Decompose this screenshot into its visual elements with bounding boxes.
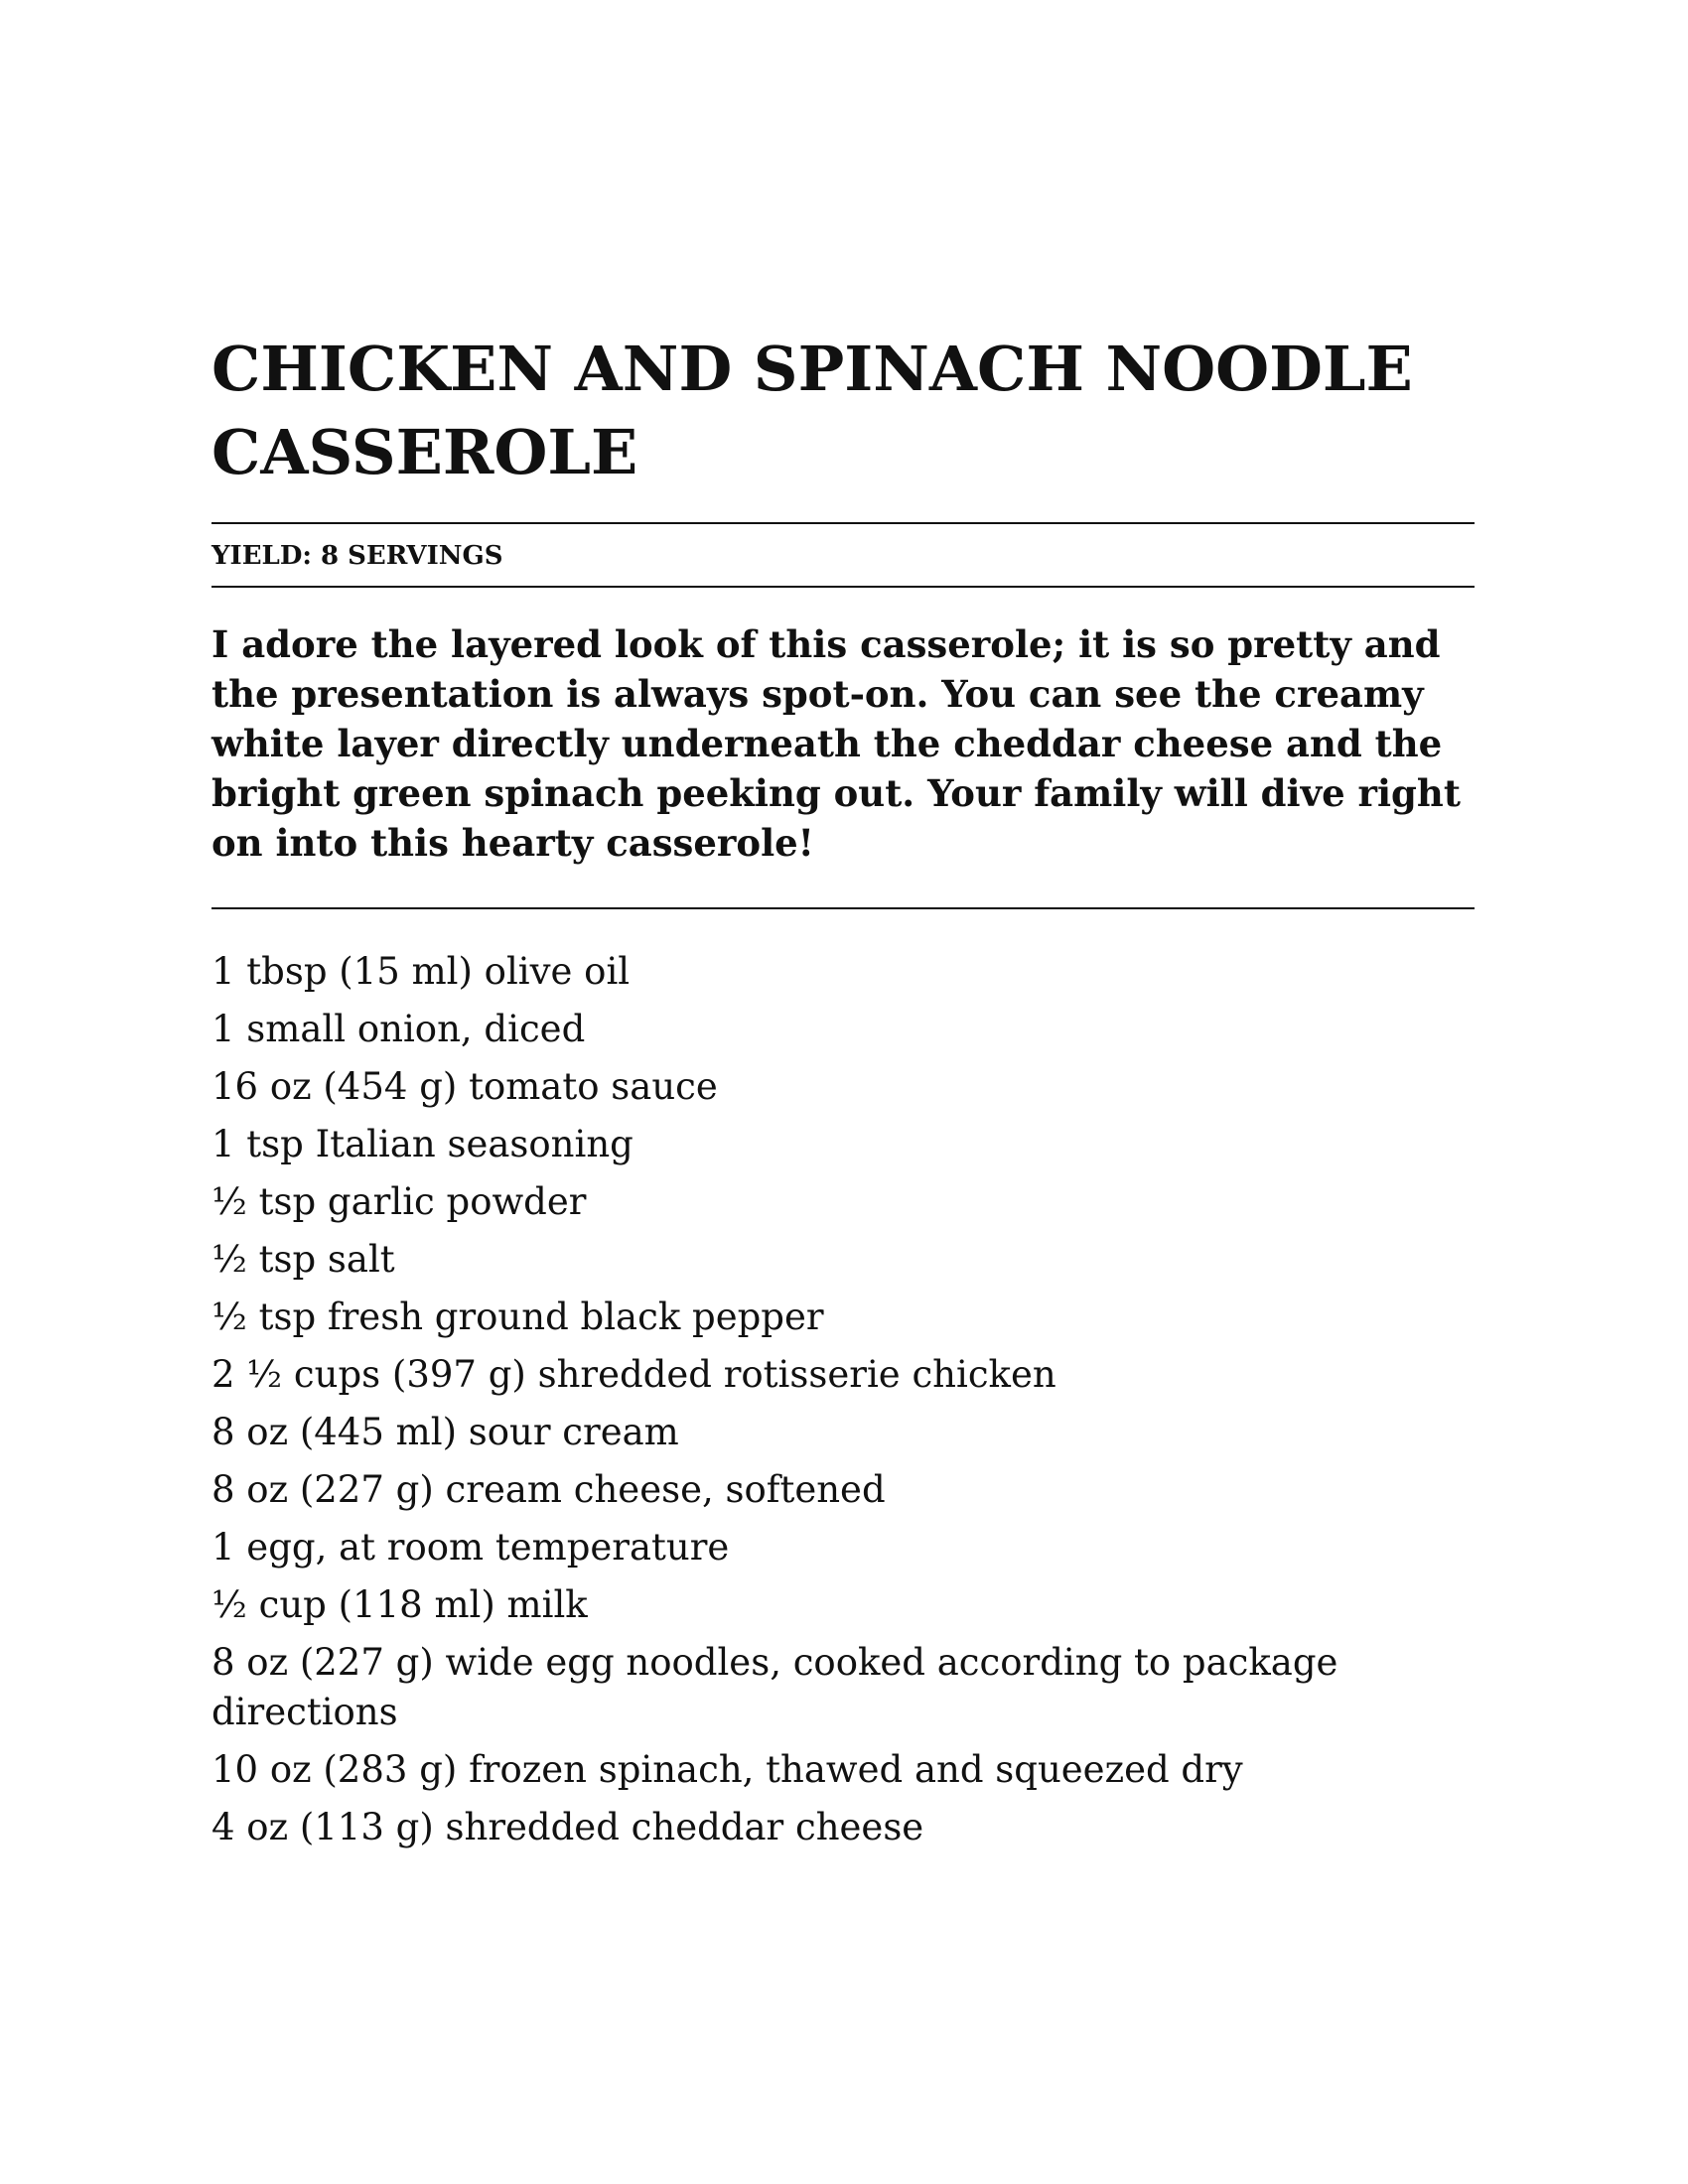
recipe-title: CHICKEN AND SPINACH NOODLE CASSEROLE — [211, 333, 1413, 488]
ingredient-item: 8 oz (227 g) cream cheese, softened — [211, 1468, 886, 1511]
ingredient-item: 2 ½ cups (397 g) shredded rotisserie chicken — [211, 1353, 1056, 1396]
ingredient-item: 4 oz (113 g) shredded cheddar cheese — [211, 1806, 924, 1848]
ingredient-item: 1 tsp Italian seasoning — [211, 1123, 633, 1165]
recipe-page — [211, 328, 1475, 1860]
ingredient-list — [211, 909, 1475, 1852]
ingredient-item: ½ tsp salt — [211, 1238, 395, 1281]
ingredient-item: 1 tbsp (15 ml) olive oil — [211, 950, 631, 993]
ingredient-item: 1 egg, at room temperature — [211, 1526, 730, 1569]
ingredient-item: ½ tsp fresh ground black pepper — [211, 1296, 824, 1338]
ingredient-item: 16 oz (454 g) tomato sauce — [211, 1065, 718, 1108]
ingredient-item: 1 small onion, diced — [211, 1008, 586, 1050]
ingredient-item: 10 oz (283 g) frozen spinach, thawed and squeezed dry — [211, 1748, 1243, 1791]
ingredient-item: 8 oz (227 g) wide egg noodles, cooked according to package directions — [211, 1641, 1338, 1733]
ingredient-item: 8 oz (445 ml) sour cream — [211, 1411, 679, 1453]
recipe-intro: I adore the layered look of this casserole; it is so pretty and the presentation is always spot-on. You can see the creamy white layer directly underneath the cheddar cheese and the bright green spinach peeking out. Your family will dive right on into this hearty casserole! — [211, 622, 1461, 865]
recipe-yield: YIELD: 8 SERVINGS — [211, 541, 503, 571]
ingredient-item: ½ tsp garlic powder — [211, 1180, 587, 1223]
ingredient-item: ½ cup (118 ml) milk — [211, 1583, 588, 1626]
